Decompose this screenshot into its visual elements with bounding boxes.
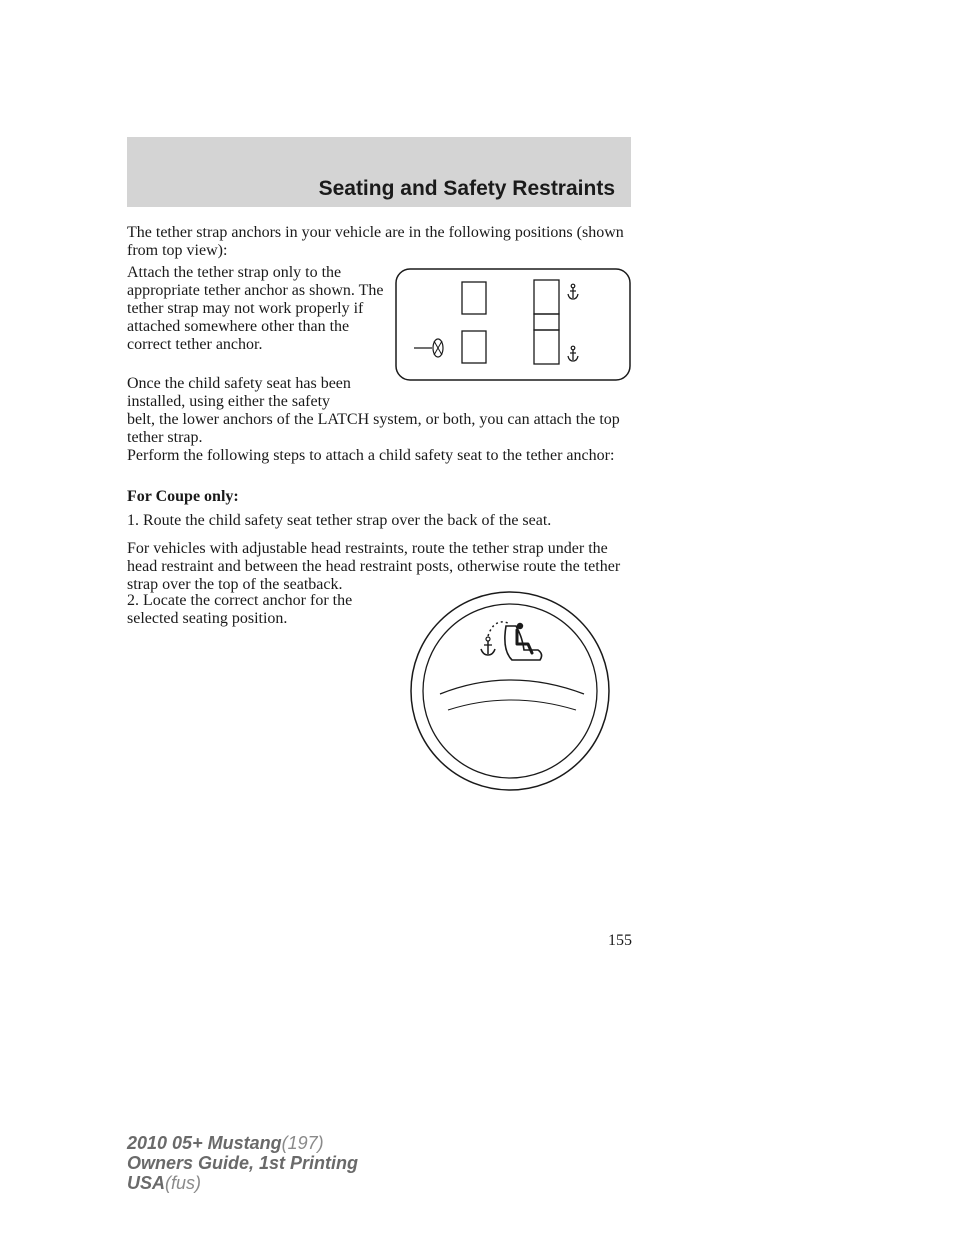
step-1: 1. Route the child safety seat tether strap over the back of the seat. [127,512,552,529]
intro-paragraph: The tether strap anchors in your vehicle are in the following positions (shown from top view): [127,224,624,259]
footer-line-2: Owners Guide, 1st Printing [127,1153,359,1173]
footer-line-3: USA(fus) [127,1173,202,1193]
installed-paragraph-end: belt, the lower anchors of the LATCH system, or both, you can attach the top tether strap. [127,411,620,446]
attach-paragraph: Attach the tether strap only to the appropriate tether anchor as shown. The tether strap may not work properly if attached somewhere other than the correct tether anchor. [127,264,384,353]
footer-line-1: 2010 05+ Mustang(197) [127,1133,324,1153]
section-title: Seating and Safety Restraints [318,177,615,200]
page-number: 155 [608,932,632,949]
head-restraint-paragraph: For vehicles with adjustable head restraints, route the tether strap under the head restraint and between the head restraint posts, otherwise route the tether strap over the top of the seatback. [127,540,621,593]
document-footer [127,1133,358,1193]
installed-paragraph-start: Once the child safety seat has been installed, using either the safety [127,375,351,410]
tether-anchor-diagram [395,268,631,381]
coupe-heading: For Coupe only: [127,488,239,505]
section-header [127,137,631,207]
step-2: 2. Locate the correct anchor for the selected seating position. [127,592,353,627]
anchor-cover-illustration [408,590,612,792]
steps-intro: Perform the following steps to attach a child safety seat to the tether anchor: [127,447,615,464]
